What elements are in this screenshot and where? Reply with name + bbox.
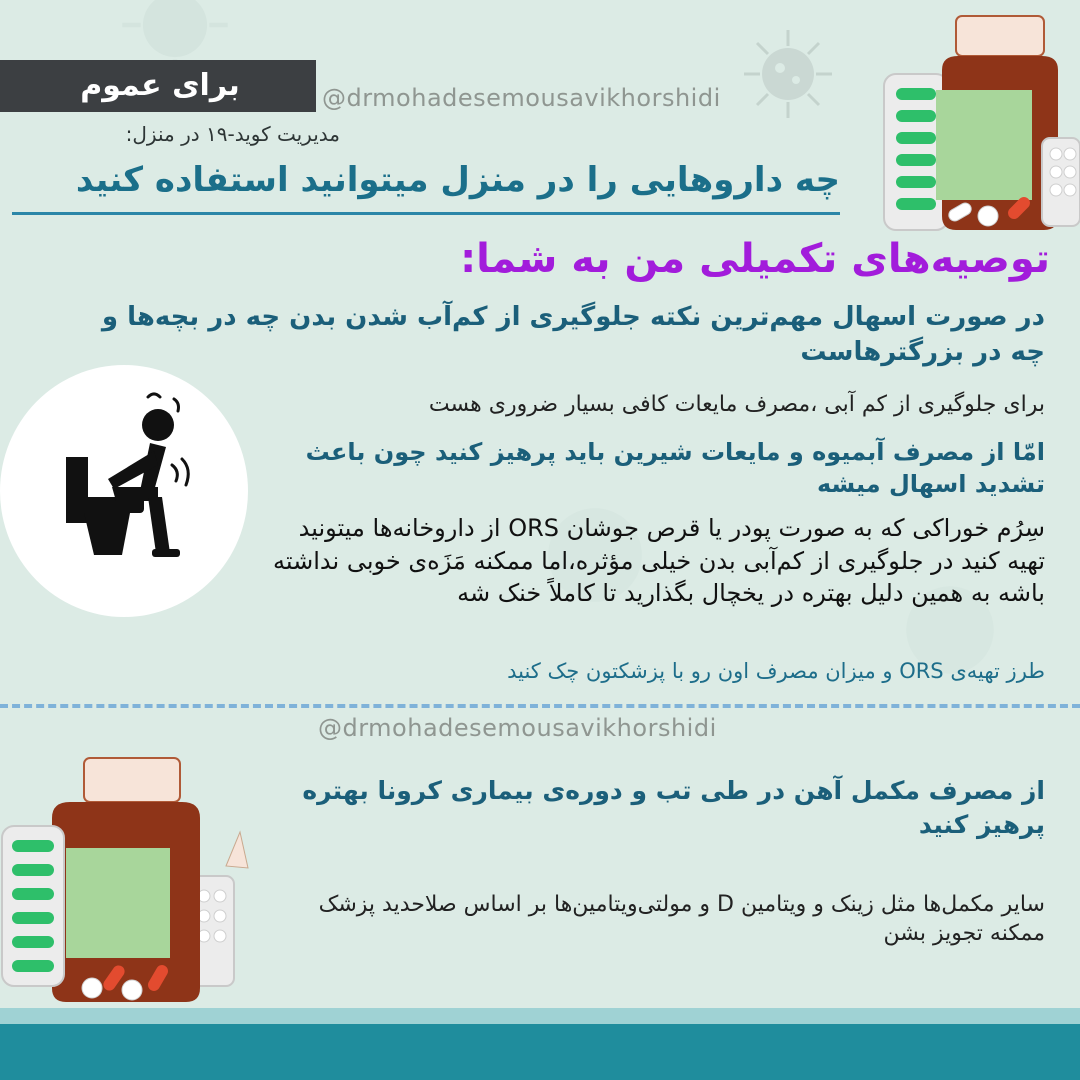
toilet-person-icon (54, 387, 204, 557)
paragraph-iron-supplement: از مصرف مکمل آهن در طی تب و دوره‌ی بیماری کرونا بهتره پرهیز کنید (302, 776, 1045, 839)
section-divider (0, 704, 1080, 708)
paragraph-ors: سِرُم خوراکی که به صورت پودر یا قرص جوشان ORS از داروخانه‌ها میتونید تهیه کنید در جلوگیری از کم‌آبی بدن خیلی مؤثره،اما ممکنه مَزَه‌ی خوبی نداشته باشه به همین دلیل بهتره در یخچال بگذارید تا کاملاً خنک شه (273, 514, 1045, 608)
virus-icon (740, 26, 836, 122)
author-handle: @drmohadesemousavikhorshidi (322, 84, 721, 112)
title-underline (12, 212, 840, 215)
paragraph-ors-check: طرز تهیه‌ی ORS و میزان مصرف اون رو با پزشکتون چک کنید (507, 659, 1045, 683)
medicine-bottle-icon (0, 756, 250, 1008)
footer-band-light (0, 1008, 1080, 1024)
medicine-bottle-icon (876, 10, 1080, 232)
page-title: چه داروهایی را در منزل میتوانید استفاده کنید (75, 160, 840, 200)
diarrhoea-illustration (0, 365, 248, 617)
paragraph-other-supplements: سایر مکمل‌ها مثل زینک و ویتامین D و مولتی‌ویتامین‌ها بر اساس صلاحدید پزشک ممکنه تجویز بشن (318, 892, 1045, 947)
audience-badge-label: برای عموم (80, 68, 240, 103)
paragraph-fluids: برای جلوگیری از کم آبی ،مصرف مایعات کافی بسیار ضروری هست (428, 392, 1045, 417)
author-handle: @drmohadesemousavikhorshidi (318, 714, 717, 742)
paragraph-dehydration: در صورت اسهال مهم‌ترین نکته جلوگیری از کم‌آب شدن بدن چه در بچه‌ها و چه در بزرگترهاست (101, 302, 1045, 367)
subtitle: مدیریت کوید-۱۹ در منزل: (125, 122, 340, 146)
section-heading: توصیه‌های تکمیلی من به شما: (460, 236, 1050, 282)
paragraph-avoid-juice: امّا از مصرف آبمیوه و مایعات شیرین باید پرهیز کنید چون باعث تشدید اسهال میشه (305, 438, 1045, 499)
footer-band (0, 1024, 1080, 1080)
